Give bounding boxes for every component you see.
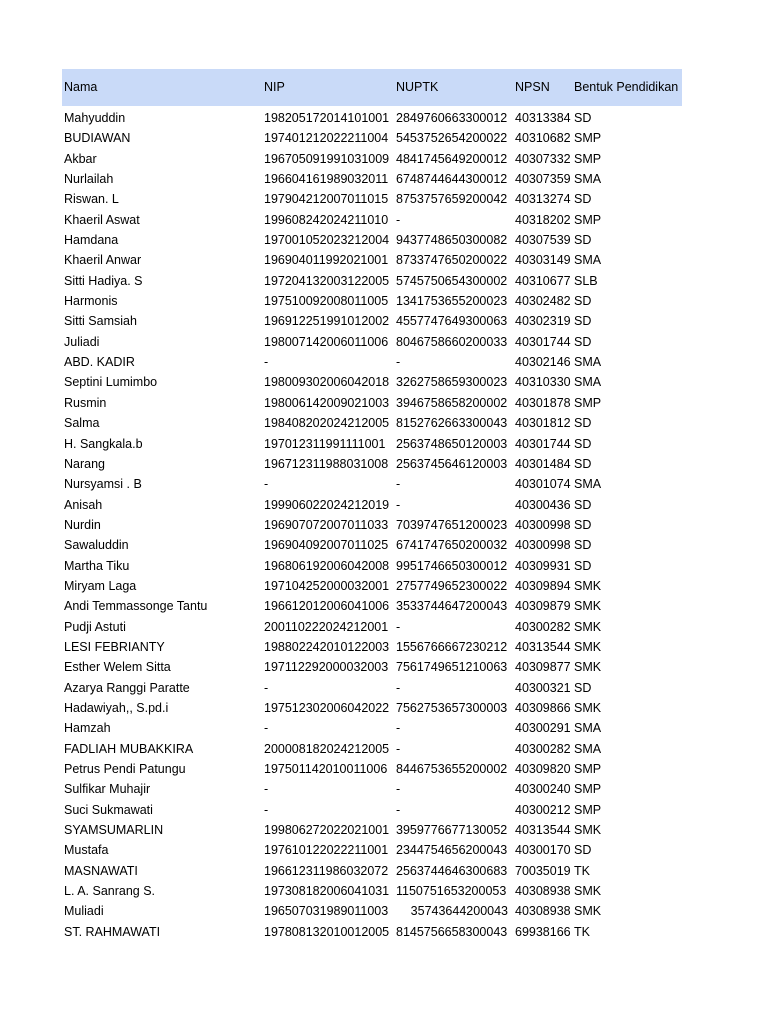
cell-bentuk-pendidikan: SMK	[574, 599, 602, 614]
cell-nuptk: 1341753655200023	[396, 294, 508, 309]
cell-nama: FADLIAH MUBAKKIRA	[64, 741, 194, 756]
cell-nuptk: 8753757659200042	[396, 192, 508, 207]
table-row[interactable]	[62, 556, 682, 576]
cell-nip: 197308182006041031	[264, 884, 390, 899]
cell-npsn: 40307332	[515, 151, 571, 166]
cell-nip: 196907072007011033	[264, 517, 389, 532]
cell-npsn: 40302146	[515, 355, 571, 370]
cell-nip: 197001052023212004	[264, 233, 390, 248]
header-nama[interactable]: Nama	[64, 80, 98, 94]
cell-nip: -	[264, 721, 269, 736]
table-row[interactable]	[62, 800, 682, 820]
cell-nip: -	[264, 680, 269, 695]
cell-nuptk: 35743644200043	[410, 904, 508, 919]
cell-nuptk: -	[396, 782, 401, 797]
table-body	[62, 106, 682, 942]
cell-nama: Nursyamsi . B	[64, 477, 142, 492]
cell-bentuk-pendidikan: SMK	[574, 639, 602, 654]
cell-nama: Riswan. L	[64, 192, 119, 207]
table-row[interactable]	[62, 372, 682, 392]
cell-nama: Juliadi	[64, 334, 100, 349]
cell-npsn: 40300998	[515, 538, 571, 553]
cell-bentuk-pendidikan: TK	[574, 863, 590, 878]
cell-nip: 196507031989011003	[264, 904, 389, 919]
cell-nip: 198408202024212005	[264, 416, 390, 431]
cell-bentuk-pendidikan: SMP	[574, 782, 602, 797]
table-row[interactable]	[62, 495, 682, 515]
table-row[interactable]	[62, 678, 682, 698]
cell-nama: H. Sangkala.b	[64, 436, 143, 451]
cell-nuptk: 2344754656200043	[396, 843, 508, 858]
cell-nuptk: 7562753657300003	[396, 700, 508, 715]
cell-npsn: 40307359	[515, 172, 571, 187]
cell-npsn: 40301484	[515, 456, 571, 471]
cell-npsn: 40309879	[515, 599, 571, 614]
cell-npsn: 70035019	[515, 863, 571, 878]
cell-nama: Azarya Ranggi Paratte	[64, 680, 190, 695]
cell-bentuk-pendidikan: SMP	[574, 131, 602, 146]
cell-npsn: 40313544	[515, 823, 571, 838]
cell-nama: Anisah	[64, 497, 103, 512]
cell-bentuk-pendidikan: SMA	[574, 477, 602, 492]
cell-nip: -	[264, 477, 269, 492]
table-row[interactable]	[62, 515, 682, 535]
cell-npsn: 40301744	[515, 334, 571, 349]
cell-npsn: 40309894	[515, 578, 571, 593]
cell-nama: Esther Welem Sitta	[64, 660, 171, 675]
cell-nip: 199608242024211010	[264, 212, 389, 227]
cell-bentuk-pendidikan: TK	[574, 924, 590, 939]
cell-nama: Sawaluddin	[64, 538, 129, 553]
cell-nip: 196806192006042008	[264, 558, 390, 573]
cell-bentuk-pendidikan: SMK	[574, 823, 602, 838]
table-row[interactable]	[62, 291, 682, 311]
cell-nuptk: -	[396, 680, 401, 695]
cell-bentuk-pendidikan: SMP	[574, 151, 602, 166]
cell-npsn: 40313544	[515, 639, 571, 654]
cell-nama: Sitti Hadiya. S	[64, 273, 143, 288]
cell-nuptk: 8046758660200033	[396, 334, 508, 349]
cell-nama: Petrus Pendi Patungu	[64, 762, 186, 776]
cell-npsn: 40313384	[515, 111, 571, 125]
cell-nama: Hadawiyah,, S.pd.i	[64, 700, 169, 715]
table-row[interactable]	[62, 739, 682, 759]
table-row[interactable]	[62, 189, 682, 209]
cell-nama: Mahyuddin	[64, 111, 126, 125]
table-row[interactable]	[62, 637, 682, 657]
cell-nip: -	[264, 355, 269, 370]
cell-nama: Hamzah	[64, 721, 111, 736]
table-row[interactable]	[62, 271, 682, 291]
cell-bentuk-pendidikan: SMA	[574, 375, 602, 390]
cell-npsn: 40307539	[515, 233, 571, 248]
cell-nuptk: 3959776677130052	[396, 823, 508, 838]
table-row[interactable]	[62, 861, 682, 881]
cell-nama: Pudji Astuti	[64, 619, 126, 634]
cell-nama: MASNAWATI	[64, 863, 138, 878]
cell-nuptk: 8446753655200002	[396, 762, 508, 776]
cell-bentuk-pendidikan: SMK	[574, 660, 602, 675]
cell-bentuk-pendidikan: SD	[574, 538, 592, 553]
cell-npsn: 40300240	[515, 782, 571, 797]
table-row[interactable]	[62, 657, 682, 677]
cell-bentuk-pendidikan: SD	[574, 334, 592, 349]
table-row[interactable]	[62, 149, 682, 169]
cell-nama: Nurdin	[64, 517, 101, 532]
header-nip[interactable]: NIP	[264, 80, 285, 94]
cell-nama: Sitti Samsiah	[64, 314, 137, 329]
cell-bentuk-pendidikan: SMP	[574, 212, 602, 227]
cell-nip: 197401212022211004	[264, 131, 389, 146]
cell-nip: 197104252000032001	[264, 578, 390, 593]
table-row[interactable]	[62, 352, 682, 372]
cell-npsn: 40300436	[515, 497, 571, 512]
cell-nip: 198009302006042018	[264, 375, 390, 390]
cell-nip: 199906022024212019	[264, 497, 390, 512]
cell-nama: Muliadi	[64, 904, 104, 919]
cell-bentuk-pendidikan: SMP	[574, 762, 602, 776]
cell-nip: 196604161989032011	[264, 172, 389, 187]
cell-npsn: 40300291	[515, 721, 571, 736]
cell-nama: Mustafa	[64, 843, 109, 858]
cell-bentuk-pendidikan: SMP	[574, 802, 602, 817]
cell-bentuk-pendidikan: SMA	[574, 355, 602, 370]
cell-nip: 197501142010011006	[264, 762, 388, 776]
table-row[interactable]	[62, 535, 682, 555]
cell-bentuk-pendidikan: SMA	[574, 721, 602, 736]
cell-nuptk: 2563745646120003	[396, 456, 508, 471]
cell-npsn: 40302482	[515, 294, 571, 309]
cell-nip: 198802242010122003	[264, 639, 390, 654]
table-row[interactable]	[62, 840, 682, 860]
table-row[interactable]	[62, 169, 682, 189]
table-row[interactable]	[62, 128, 682, 148]
cell-nip: 197512302006042022	[264, 700, 390, 715]
cell-nama: LESI FEBRIANTY	[64, 639, 165, 654]
cell-bentuk-pendidikan: SD	[574, 843, 592, 858]
table-row[interactable]	[62, 311, 682, 331]
cell-nama: Harmonis	[64, 294, 118, 309]
table-row[interactable]	[62, 922, 682, 942]
cell-npsn: 40300282	[515, 619, 571, 634]
cell-npsn: 40300998	[515, 517, 571, 532]
table-row[interactable]	[62, 779, 682, 799]
cell-nip: 196705091991031009	[264, 151, 390, 166]
cell-npsn: 40300321	[515, 680, 571, 695]
cell-nama: Miryam Laga	[64, 578, 137, 593]
table-row[interactable]	[62, 210, 682, 230]
cell-npsn: 69938166	[515, 924, 571, 939]
cell-nuptk: 3946758658200002	[396, 395, 508, 410]
cell-nama: ABD. KADIR	[64, 355, 135, 370]
cell-npsn: 40300170	[515, 843, 571, 858]
cell-bentuk-pendidikan: SMK	[574, 884, 602, 899]
table-row[interactable]	[62, 718, 682, 738]
cell-npsn: 40301074	[515, 477, 571, 492]
cell-npsn: 40313274	[515, 192, 571, 207]
cell-nuptk: 9437748650300082	[396, 233, 508, 248]
cell-nip: 196612012006041006	[264, 599, 390, 614]
cell-nama: Andi Temmassonge Tantu	[64, 599, 208, 614]
cell-npsn: 40309820	[515, 762, 571, 776]
cell-nama: Salma	[64, 416, 100, 431]
cell-npsn: 40301812	[515, 416, 571, 431]
cell-nip: 196904011992021001	[264, 253, 389, 268]
cell-nuptk: -	[396, 619, 401, 634]
cell-bentuk-pendidikan: SD	[574, 517, 592, 532]
cell-nama: Nurlailah	[64, 172, 114, 187]
cell-nuptk: 1150751653200053	[396, 884, 507, 899]
table-row[interactable]	[62, 759, 682, 779]
cell-nuptk: -	[396, 497, 401, 512]
cell-nip: 197808132010012005	[264, 924, 390, 939]
cell-nip: 196912251991012002	[264, 314, 390, 329]
cell-nuptk: 7039747651200023	[396, 517, 508, 532]
cell-nuptk: -	[396, 741, 401, 756]
cell-nip: 197904212007011015	[264, 192, 389, 207]
cell-nuptk: -	[396, 721, 401, 736]
cell-npsn: 40309931	[515, 558, 571, 573]
cell-nip: 200008182024212005	[264, 741, 390, 756]
table-row[interactable]	[62, 230, 682, 250]
cell-nuptk: 3533744647200043	[396, 599, 508, 614]
cell-npsn: 40301744	[515, 436, 571, 451]
header-npsn[interactable]: NPSN	[515, 80, 550, 94]
cell-nama: Akbar	[64, 151, 97, 166]
table-row[interactable]	[62, 393, 682, 413]
cell-bentuk-pendidikan: SD	[574, 436, 592, 451]
cell-npsn: 40310677	[515, 273, 571, 288]
cell-nama: Septini Lumimbo	[64, 375, 158, 390]
cell-nama: Rusmin	[64, 395, 107, 410]
cell-nuptk: 8733747650200022	[396, 253, 508, 268]
cell-nuptk: -	[396, 355, 401, 370]
cell-bentuk-pendidikan: SMK	[574, 619, 602, 634]
table-row[interactable]	[62, 332, 682, 352]
table-row[interactable]	[62, 820, 682, 840]
table-row[interactable]	[62, 881, 682, 901]
cell-nip: 197610122022211001	[264, 843, 389, 858]
cell-bentuk-pendidikan: SD	[574, 233, 592, 248]
cell-nuptk: 7561749651210063	[396, 660, 508, 675]
cell-bentuk-pendidikan: SMA	[574, 253, 602, 268]
cell-npsn: 40303149	[515, 253, 571, 268]
cell-nama: Khaeril Anwar	[64, 253, 142, 268]
cell-nuptk: 9951746650300012	[396, 558, 508, 573]
table-row[interactable]	[62, 698, 682, 718]
header-bentuk-pendidikan[interactable]: Bentuk Pendidikan	[574, 80, 679, 94]
cell-bentuk-pendidikan: SLB	[574, 273, 598, 288]
cell-nuptk: 5745750654300002	[396, 273, 508, 288]
cell-nuptk: 6741747650200032	[396, 538, 508, 553]
cell-npsn: 40300212	[515, 802, 571, 817]
cell-nip: -	[264, 802, 269, 817]
table-row[interactable]	[62, 596, 682, 616]
cell-npsn: 40302319	[515, 314, 571, 329]
cell-npsn: 40308938	[515, 904, 571, 919]
cell-nama: Sulfikar Muhajir	[64, 782, 151, 797]
cell-nuptk: -	[396, 802, 401, 817]
cell-nuptk: 6748744644300012	[396, 172, 508, 187]
cell-nama: Narang	[64, 456, 105, 471]
cell-npsn: 40300282	[515, 741, 571, 756]
cell-nip: 199806272022021001	[264, 823, 390, 838]
table-row[interactable]	[62, 108, 682, 128]
table-row[interactable]	[62, 413, 682, 433]
cell-nama: BUDIAWAN	[64, 131, 131, 146]
cell-npsn: 40309866	[515, 700, 571, 715]
cell-bentuk-pendidikan: SD	[574, 497, 592, 512]
cell-nama: Khaeril Aswat	[64, 212, 140, 227]
table-row[interactable]	[62, 901, 682, 921]
cell-bentuk-pendidikan: SMP	[574, 395, 602, 410]
cell-nuptk: 2757749652300022	[396, 578, 508, 593]
cell-nuptk: 2849760663300012	[396, 111, 508, 125]
cell-bentuk-pendidikan: SD	[574, 558, 592, 573]
table-row[interactable]	[62, 474, 682, 494]
cell-nip: 198007142006011006	[264, 334, 389, 349]
cell-bentuk-pendidikan: SD	[574, 111, 592, 125]
cell-nip: 200110222024212001	[264, 619, 389, 634]
cell-bentuk-pendidikan: SD	[574, 416, 592, 431]
cell-nip: 197112292000032003	[264, 660, 389, 675]
cell-nama: ST. RAHMAWATI	[64, 924, 161, 939]
cell-nuptk: 5453752654200022	[396, 131, 508, 146]
cell-npsn: 40301878	[515, 395, 571, 410]
cell-nip: 197204132003122005	[264, 273, 390, 288]
cell-npsn: 40308938	[515, 884, 571, 899]
cell-nip: 196712311988031008	[264, 456, 389, 471]
table-row[interactable]	[62, 576, 682, 596]
cell-nama: L. A. Sanrang S.	[64, 884, 156, 899]
table-row[interactable]	[62, 434, 682, 454]
cell-nip: 198006142009021003	[264, 395, 390, 410]
cell-nuptk: 2563744646300683	[396, 863, 508, 878]
cell-bentuk-pendidikan: SD	[574, 456, 592, 471]
cell-nuptk: -	[396, 212, 401, 227]
data-table	[62, 69, 682, 942]
cell-bentuk-pendidikan: SMK	[574, 578, 602, 593]
cell-bentuk-pendidikan: SD	[574, 294, 592, 309]
cell-nama: SYAMSUMARLIN	[64, 823, 164, 838]
cell-bentuk-pendidikan: SMK	[574, 700, 602, 715]
table-row[interactable]	[62, 250, 682, 270]
cell-npsn: 40310682	[515, 131, 571, 146]
table-row[interactable]	[62, 617, 682, 637]
cell-nip: 196904092007011025	[264, 538, 389, 553]
table-row[interactable]	[62, 454, 682, 474]
cell-nuptk: 3262758659300023	[396, 375, 508, 390]
cell-npsn: 40310330	[515, 375, 571, 390]
cell-nama: Suci Sukmawati	[64, 802, 153, 817]
cell-nuptk: 1556766667230212	[396, 639, 508, 654]
cell-bentuk-pendidikan: SD	[574, 192, 592, 207]
cell-npsn: 40318202	[515, 212, 571, 227]
cell-bentuk-pendidikan: SMA	[574, 172, 602, 187]
header-nuptk[interactable]: NUPTK	[396, 80, 439, 94]
cell-bentuk-pendidikan: SD	[574, 680, 592, 695]
cell-nip: -	[264, 782, 269, 797]
cell-nip: 196612311986032072	[264, 863, 389, 878]
cell-bentuk-pendidikan: SD	[574, 314, 592, 329]
cell-nuptk: 2563748650120003	[396, 436, 508, 451]
cell-bentuk-pendidikan: SMK	[574, 904, 602, 919]
cell-nama: Hamdana	[64, 233, 119, 248]
cell-npsn: 40309877	[515, 660, 571, 675]
cell-nama: Martha Tiku	[64, 558, 130, 573]
cell-nuptk: -	[396, 477, 401, 492]
cell-bentuk-pendidikan: SMA	[574, 741, 602, 756]
cell-nuptk: 4841745649200012	[396, 151, 508, 166]
table-header	[62, 69, 682, 106]
cell-nuptk: 4557747649300063	[396, 314, 508, 329]
cell-nip: 197510092008011005	[264, 294, 389, 309]
cell-nip: 197012311991111001	[264, 436, 386, 451]
cell-nuptk: 8152762663300043	[396, 416, 508, 431]
cell-nuptk: 8145756658300043	[396, 924, 508, 939]
cell-nip: 198205172014101001	[264, 111, 390, 125]
